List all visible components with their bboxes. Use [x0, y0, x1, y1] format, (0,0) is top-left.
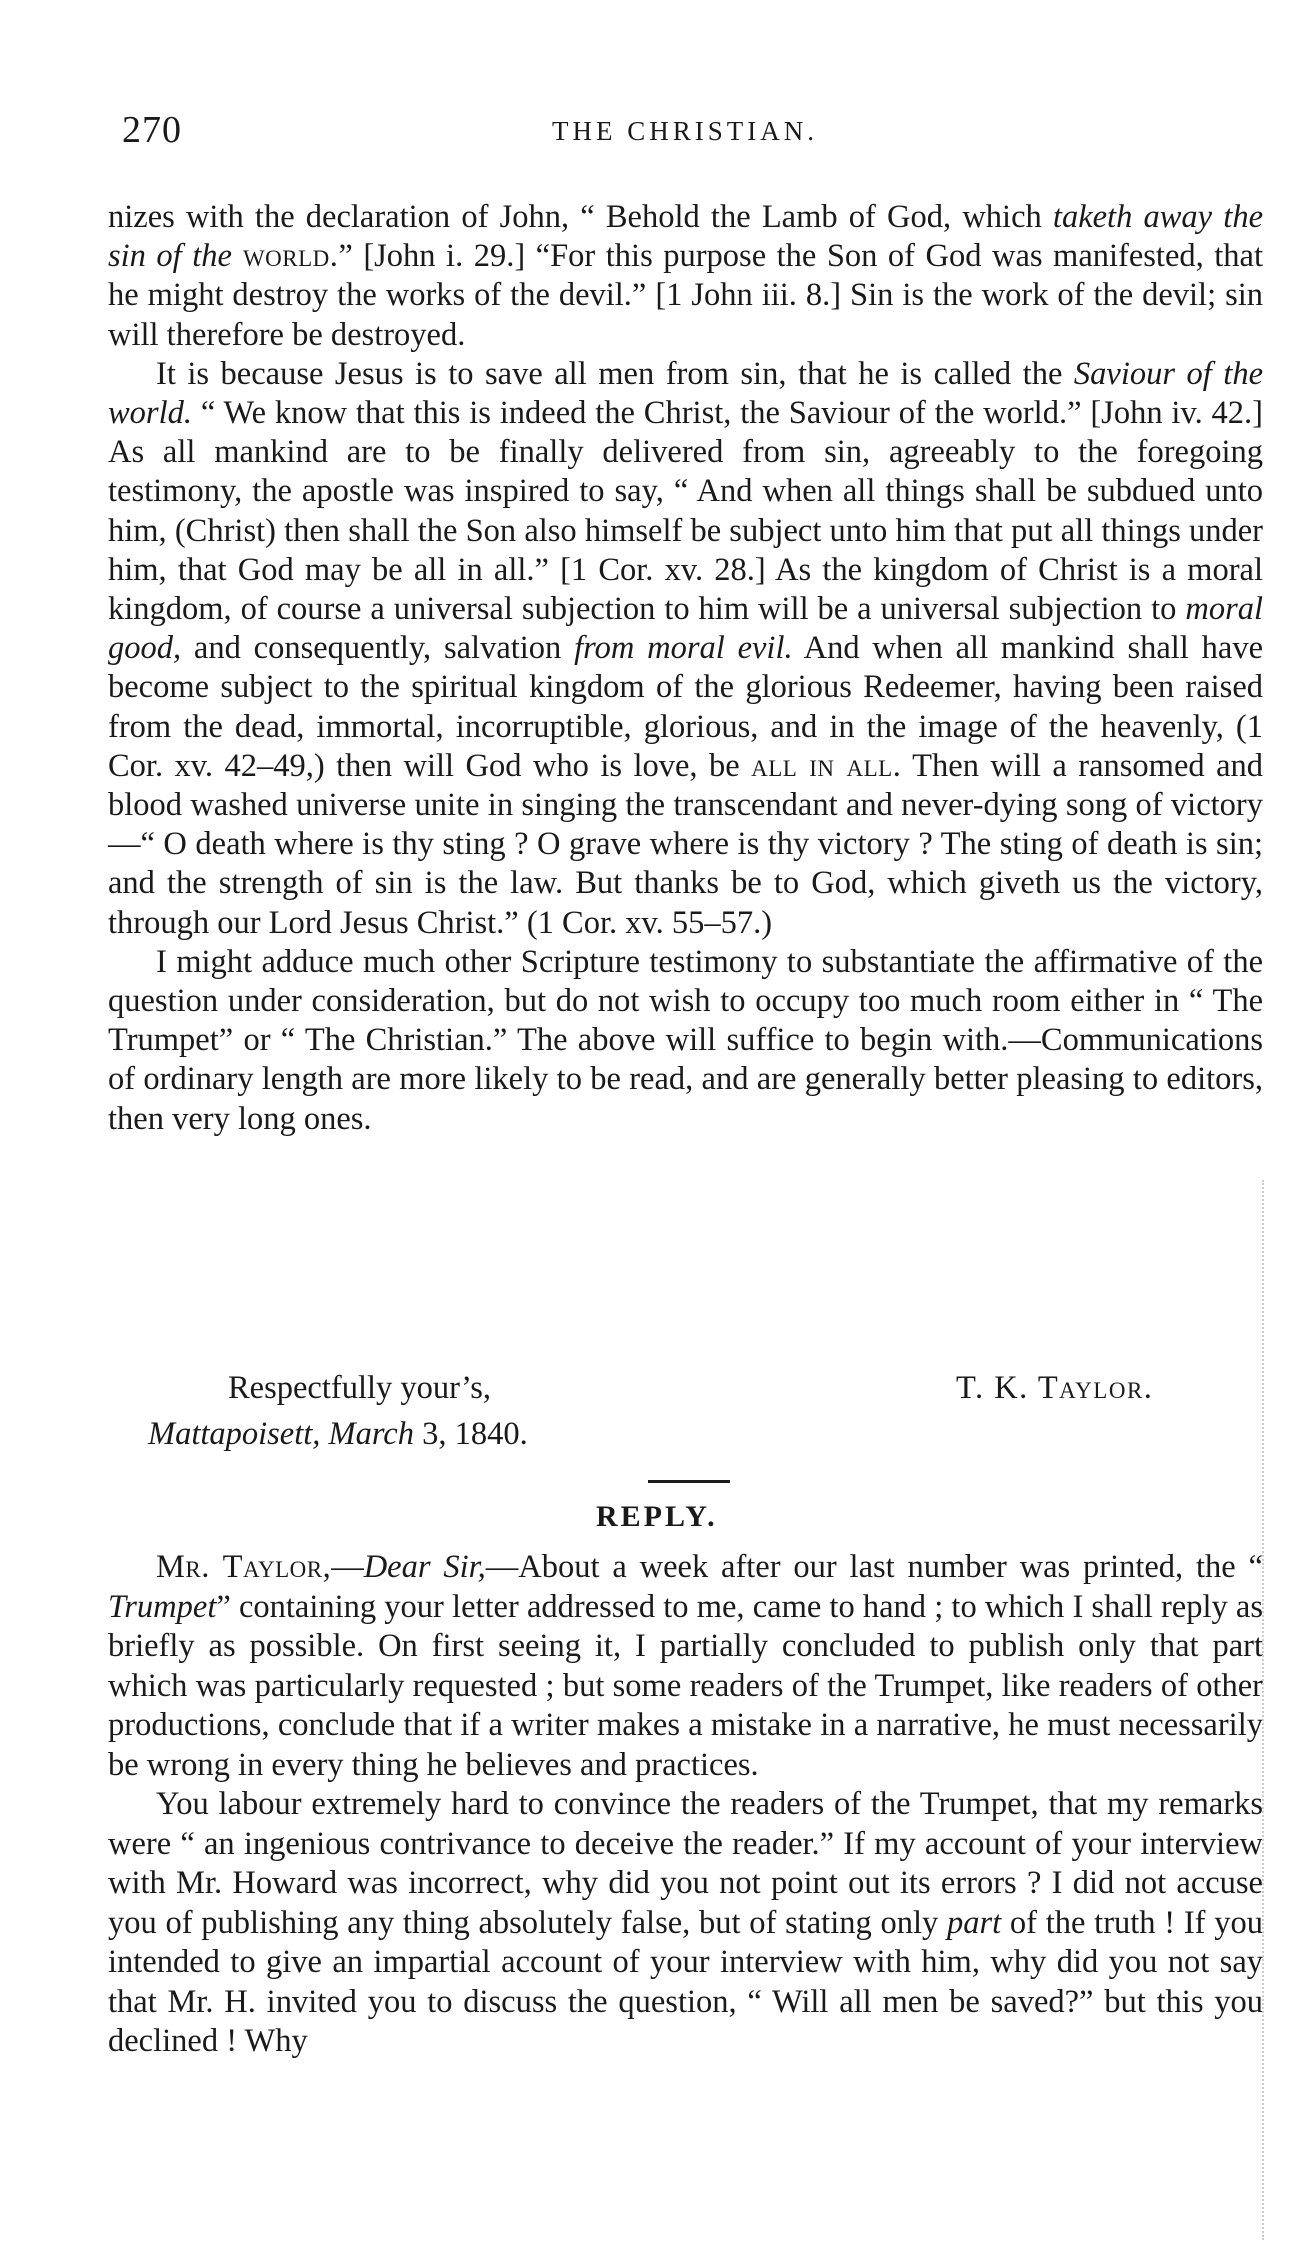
- running-title: THE CHRISTIAN.: [552, 116, 818, 146]
- paragraph-1: nizes with the declaration of John, “ Behold the Lamb of God, which taketh away the sin of the world.” [John i. 29.] “For this purpose the Son of God was manifested, that he might destroy the works of the devil.” [1 John iii. 8.] Sin is the work of the devil; sin will therefore be destroyed.: [108, 199, 1263, 353]
- emphasis: taketh away the sin of the: [108, 199, 1263, 275]
- section-divider: [648, 1480, 730, 1483]
- paragraph-3: I might adduce much other Scripture testimony to substantiate the affirmative of the question under consideration, but do not wish to occupy too much room either in “ The Trumpet” or “ The Christian.” The above will suffice to begin with.—Communications of ordinary length are more likely to be read, and are generally better pleasing to editors, then very long ones.: [108, 943, 1263, 1137]
- emphasis: Saviour of the world.: [108, 355, 1263, 432]
- reply-paragraph-2: You labour extremely hard to convince the readers of the Trumpet, that my remarks were “ an ingenious contrivance to deceive the reader.” If my account of your interview with Mr. Howard was incorrect, why did you not point out its errors ? I did not accuse you of publishing any thing absolutely false, but of stating only part of the truth ! If you intended to give an impartial account of your interview with him, why did you not say that Mr. H. invited you to discuss the question, “ Will all men be saved?” but this you declined ! Why: [108, 1786, 1263, 2059]
- page-header: [122, 108, 1272, 158]
- emphasis: Trumpet: [108, 1588, 217, 1625]
- closing: Respectfully your’s,: [228, 1370, 491, 1406]
- reply-heading: REPLY.: [596, 1500, 718, 1533]
- page-number: 270: [122, 109, 182, 151]
- paragraph-2: It is because Jesus is to save all men from sin, that he is called the Saviour of the world. “ We know that this is indeed the Christ, the Saviour of the world.” [John iv. 42.] As all mankind are to be finally delivered from sin, agreeably to the foregoing testimony, the apostle was inspired to say, “ And when all things shall be subdued unto him, (Christ) then shall the Son also himself be subject unto him that put all things under him, that God may be all in all.” [1 Cor. xv. 28.] As the kingdom of Christ is a moral kingdom, of course a universal subjection to him will be a universal subjection to moral good, and consequently, salvation from moral evil. And when all mankind shall have become subject to the spiritual kingdom of the glorious Redeemer, having been raised from the dead, immortal, incorruptible, glorious, and in the image of the heavenly, (1 Cor. xv. 42–49,) then will God who is love, be all in all. Then will a ransomed and blood washed universe unite in singing the transcendant and never-dying song of victory—“ O death where is thy sting ? O grave where is thy victory ? The sting of death is sin; and the strength of sin is the law. But thanks be to God, which giveth us the victory, through our Lord Jesus Christ.” (1 Cor. xv. 55–57.): [108, 355, 1263, 941]
- emphasis: part: [947, 1904, 1002, 1941]
- reply-body: [108, 1548, 1263, 2062]
- reply-paragraph-1: Mr. Taylor,—Dear Sir,—About a week after our last number was printed, the “ Trumpet” containing your letter addressed to me, came to hand ; to which I shall reply as briefly as possible. On first seeing it, I partially concluded to publish only that part which was particularly requested ; but some readers of the Trumpet, like readers of other productions, conclude that if a writer makes a mistake in a narrative, he must necessarily be wrong in every thing he believes and practices.: [108, 1549, 1263, 1783]
- author-name: T. K. Taylor.: [956, 1370, 1154, 1406]
- emphasis: Dear Sir,: [363, 1549, 486, 1585]
- place-date: Mattapoisett, March 3, 1840.: [148, 1416, 528, 1452]
- emphasis: moral good,: [108, 591, 1263, 667]
- margin-scan-artifact: [1262, 1180, 1266, 2240]
- emphasis: from moral evil.: [574, 630, 793, 667]
- letter-body: [108, 198, 1263, 1139]
